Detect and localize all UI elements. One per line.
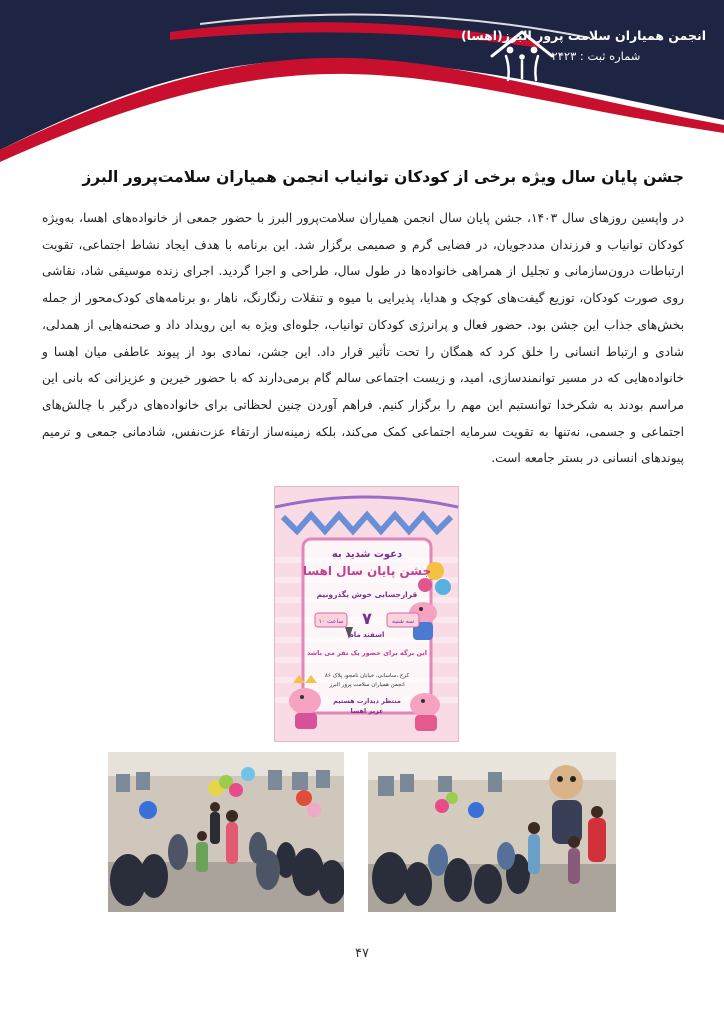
poster-address-line-1: کرج ،ساسانی، خیابان نامجو، پلاک ۸۶ bbox=[324, 673, 410, 679]
page-header bbox=[0, 0, 724, 175]
house-family-logo-icon bbox=[486, 28, 558, 84]
poster-artwork bbox=[275, 487, 458, 741]
poster-weekday: سه شنبه bbox=[391, 618, 415, 625]
org-branding bbox=[460, 28, 706, 63]
event-photo-right bbox=[368, 752, 616, 912]
header-swoosh bbox=[0, 0, 724, 175]
poster-event-name: جشن پایان سال اهسا bbox=[302, 564, 432, 578]
poster-time: ساعت ۱۰ bbox=[318, 618, 344, 625]
poster-closing-line-2: عزیز اهسا bbox=[350, 707, 384, 715]
poster-month: اسفند ماه bbox=[349, 631, 385, 639]
poster-invite: دعوت شدید به bbox=[331, 549, 403, 560]
poster-day-number: ۷ bbox=[362, 609, 372, 628]
registration-number: شماره ثبت : ۲۴۲۳ bbox=[551, 49, 641, 63]
party-hall-photo-right bbox=[368, 752, 616, 912]
poster-closing-line-1: منتظر دیدارت هستیم bbox=[333, 697, 401, 705]
article-body: در واپسین روزهای سال ۱۴۰۳، جشن پایان سال انجمن همیاران سلامت‌پرور البرز با حضور جمعی از خانواده‌های اهسا، به‌ویژه کودکان توانیاب و فرزندان مددجویان، در فضایی گرم و صمیمی برگزار شد. این برنامه با هدف ایجاد نشاط اجتماعی، تقویت ارتباطات درون‌سازمانی و تجلیل از همراهی خانواده‌ها در طول سال، طراحی و اجرا گردید. اجرای زنده موسیقی شاد، نقاشی روی صورت کودکان، توزیع گیفت‌های کوچک و هدایا، پذیرایی با میوه و تنقلات رنگارنگ، ناهار ،و برنامه‌های کودک‌محور از جمله بخش‌های جذاب این جشن بود. حضور فعال و پرانرژی کودکان توانیاب، جلوه‌ای ویژه به این رویداد داد و صحنه‌هایی از همدلی، شادی و ارتباط انسانی را خلق کرد که همگان را تحت تأثیر قرار داد. این جشن، نمادی بود از پیوند عاطفی میان اهسا و خانواده‌هایی که در مسیر توانمندسازی، امید، و زیست اجتماعی سالم گام برمی‌دارند که با حضور خیرین و عزیزانی که بانی این مراسم بودند به شکرخدا توانستیم این مهم را برگزار کنیم. فراهم آوردن چنین لحظاتی برای خانواده‌های درگیر با چالش‌های اجتماعی و جسمی، نه‌تنها به تقویت سرمایه اجتماعی کمک می‌کند، بلکه زمینه‌ساز ارتقاء عزت‌نفس، شادمانی جمعی و ترمیم پیوندهای انسانی در بستر جامعه است. bbox=[42, 211, 684, 466]
organization-name: انجمن همیاران سلامت پرور البرز(اهسا) bbox=[460, 28, 706, 43]
poster-tagline: قرارحسابی خوش بگذرونیم bbox=[316, 590, 418, 599]
poster-note: این برگه برای حضور یک نفر می باشد bbox=[306, 649, 428, 657]
party-hall-photo-left bbox=[108, 752, 344, 912]
invitation-poster bbox=[274, 486, 459, 742]
poster-address-line-2: انجمن همیاران سلامت پرور البرز bbox=[329, 682, 405, 688]
page-number: ۴۷ bbox=[355, 946, 369, 961]
event-photo-left bbox=[108, 752, 344, 912]
article-title: جشن پایان سال ویژه برخی از کودکان توانیاب انجمن همیاران سلامت‌پرور البرز bbox=[82, 168, 684, 186]
